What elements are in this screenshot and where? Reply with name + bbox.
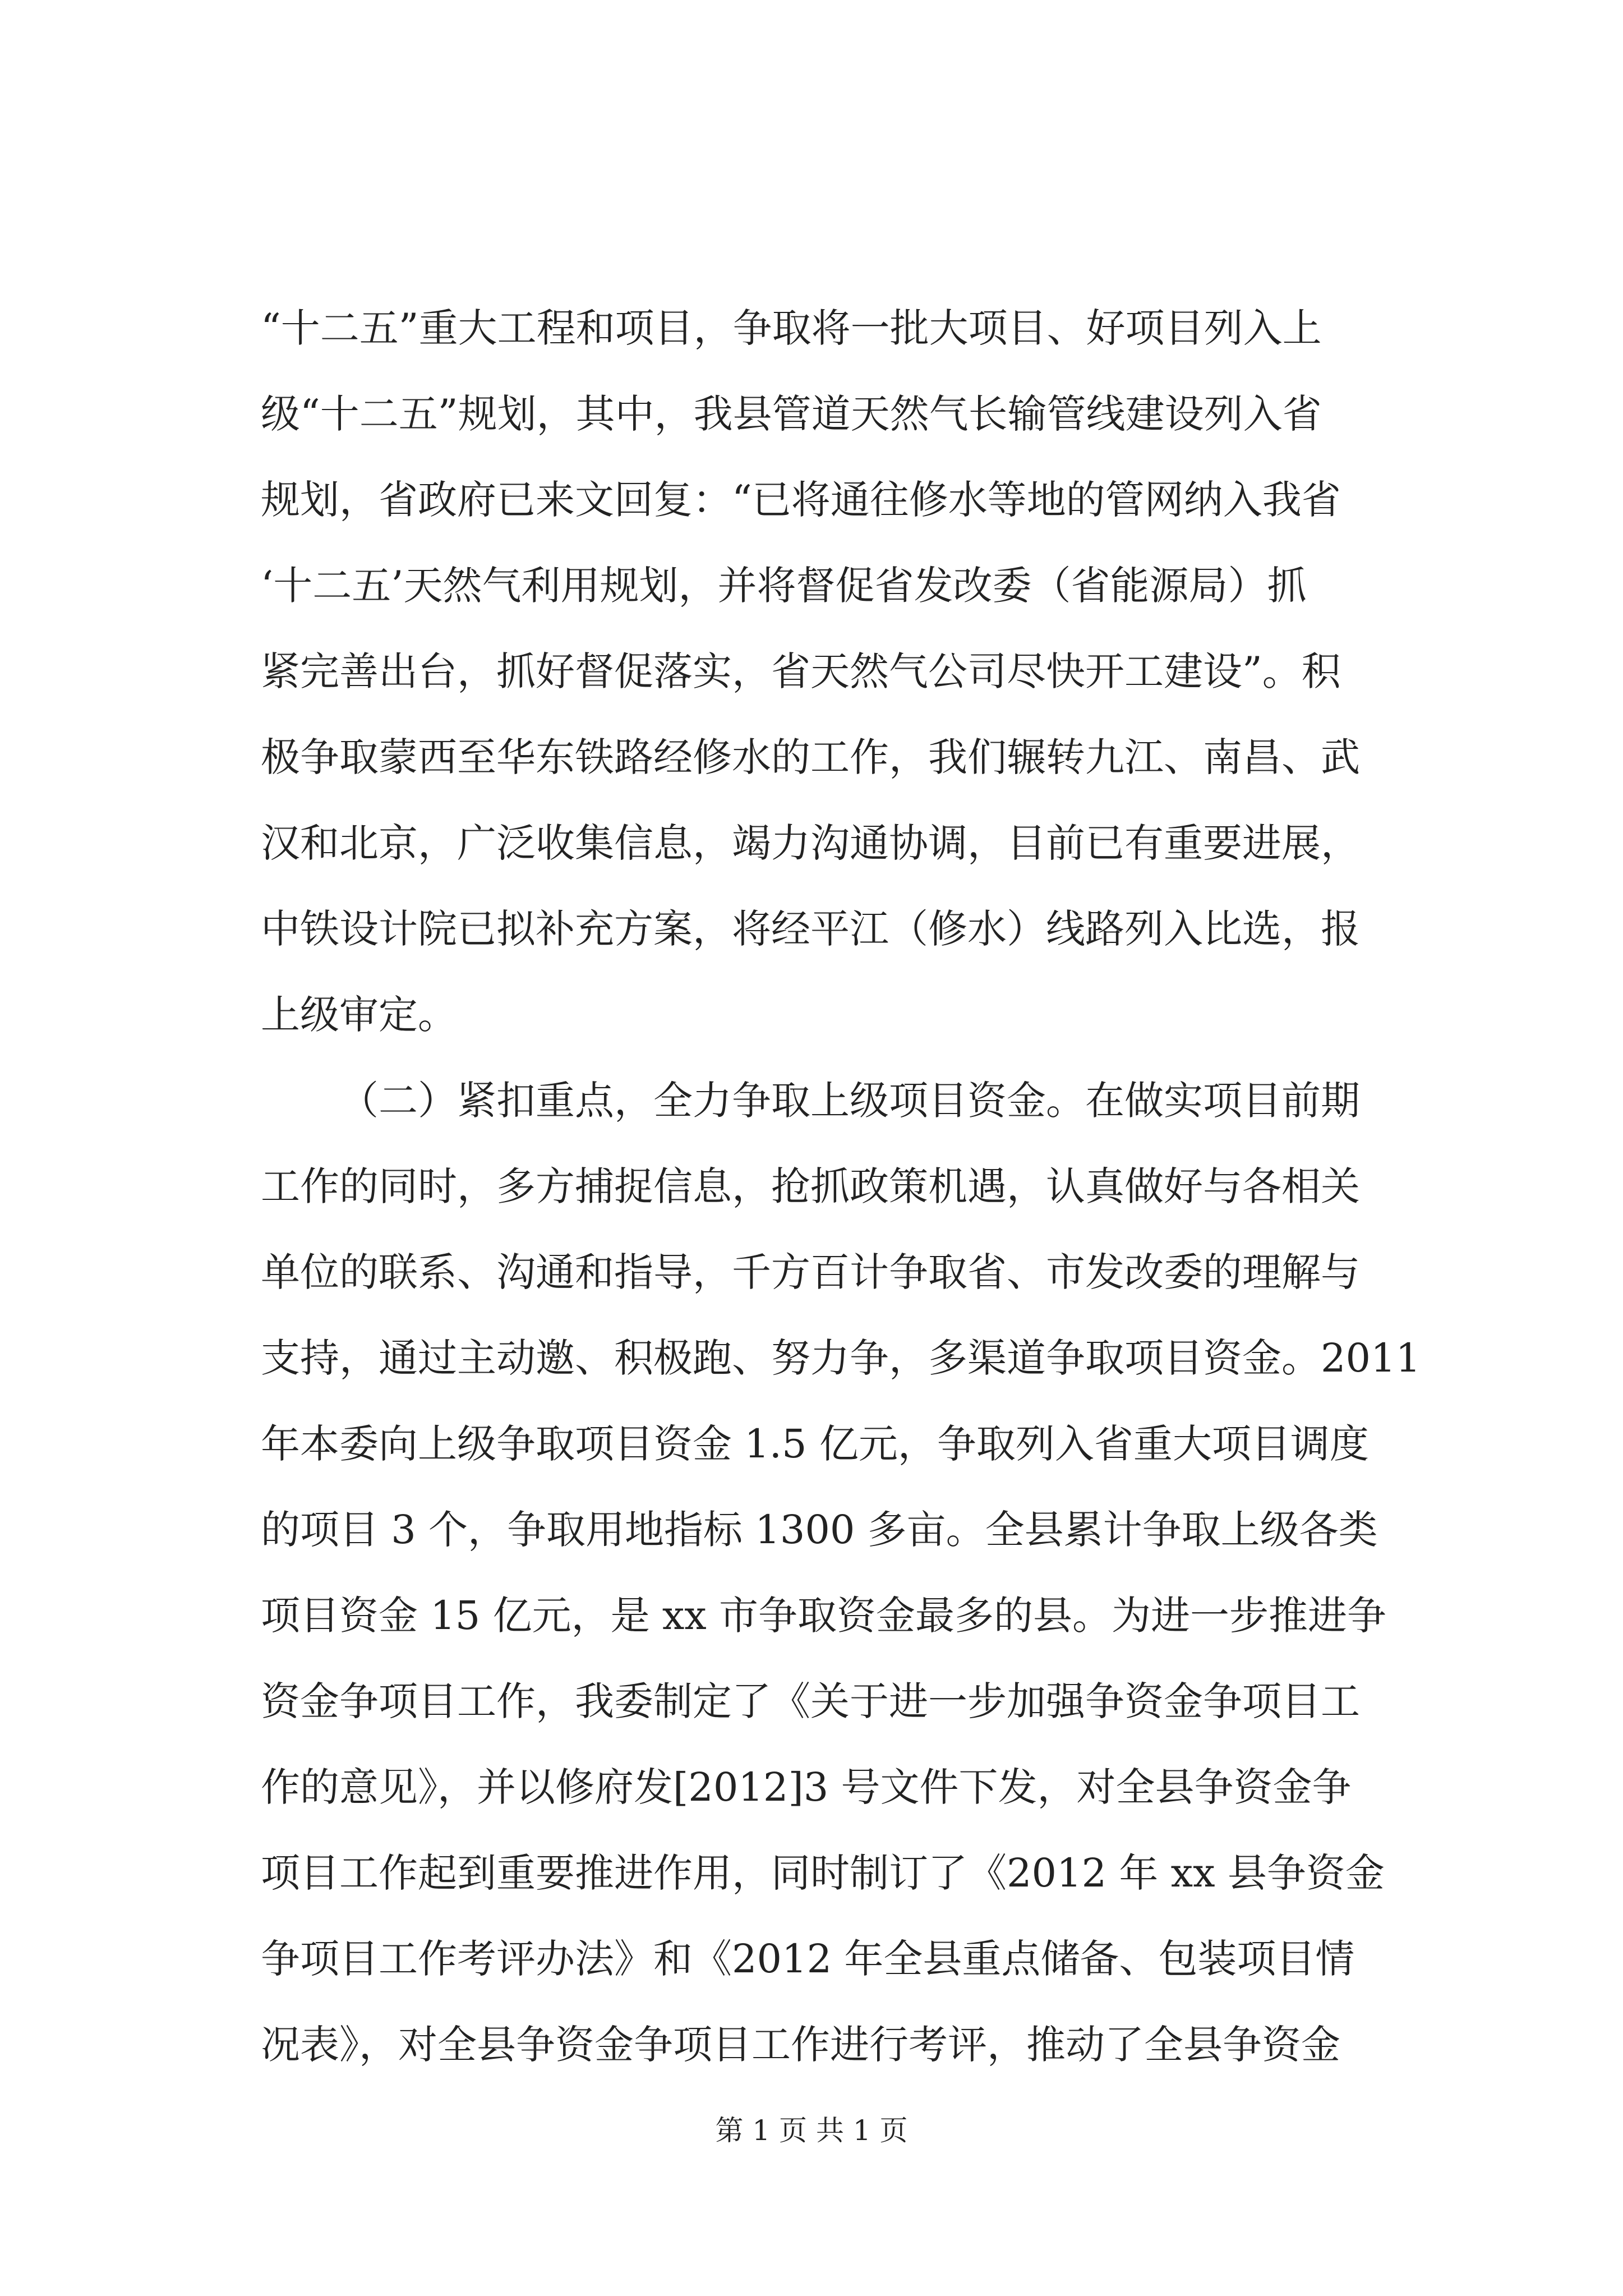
text-line: 的项目 3 个，争取用地指标 1300 多亩。全县累计争取上级各类 [261,1507,1378,1553]
text-line: 规划，省政府已来文回复：“已将通往修水等地的管网纳入我省 [261,477,1341,523]
text-line: 单位的联系、沟通和指导，千方百计争取省、市发改委的理解与 [261,1249,1360,1295]
text-line: 极争取蒙西至华东铁路经修水的工作，我们辗转九江、南昌、武 [261,734,1360,780]
text-line: 汉和北京，广泛收集信息，竭力沟通协调，目前已有重要进展， [261,820,1360,866]
text-line: 作的意见》，并以修府发[2012]3 号文件下发，对全县争资金争 [261,1764,1352,1810]
section-heading-line: （二）紧扣重点，全力争取上级项目资金。在做实项目前期 [339,1078,1360,1124]
text-line: 工作的同时，多方捕捉信息，抢抓政策机遇，认真做好与各相关 [261,1163,1360,1209]
text-line: 级“十二五”规划，其中，我县管道天然气长输管线建设列入省 [261,391,1322,437]
text-line: ‘十二五’天然气利用规划，并将督促省发改委（省能源局）抓 [261,563,1307,609]
text-line: 项目资金 15 亿元，是 xx 市争取资金最多的县。为进一步推进争 [261,1593,1387,1639]
text-line: 况表》，对全县争资金争项目工作进行考评，推动了全县争资金 [261,2022,1340,2068]
text-line: 项目工作起到重要推进作用，同时制订了《2012 年 xx 县争资金 [261,1850,1385,1896]
text-line: 年本委向上级争取项目资金 1.5 亿元，争取列入省重大项目调度 [261,1421,1369,1467]
text-line: 争项目工作考评办法》和《2012 年全县重点储备、包装项目情 [261,1936,1355,1982]
text-line: 资金争项目工作，我委制定了《关于进一步加强争资金争项目工 [261,1678,1360,1724]
text-line: 支持，通过主动邀、积极跑、努力争，多渠道争取项目资金。2011 [261,1335,1421,1381]
text-line: 上级审定。 [261,992,457,1038]
text-line: 紧完善出台，抓好督促落实，省天然气公司尽快开工建设”。积 [261,648,1341,694]
text-line: “十二五”重大工程和项目，争取将一批大项目、好项目列入上 [261,305,1322,351]
page-number-footer: 第 1 页 共 1 页 [715,2114,908,2147]
text-line: 中铁设计院已拟补充方案，将经平江（修水）线路列入比选，报 [261,906,1360,952]
